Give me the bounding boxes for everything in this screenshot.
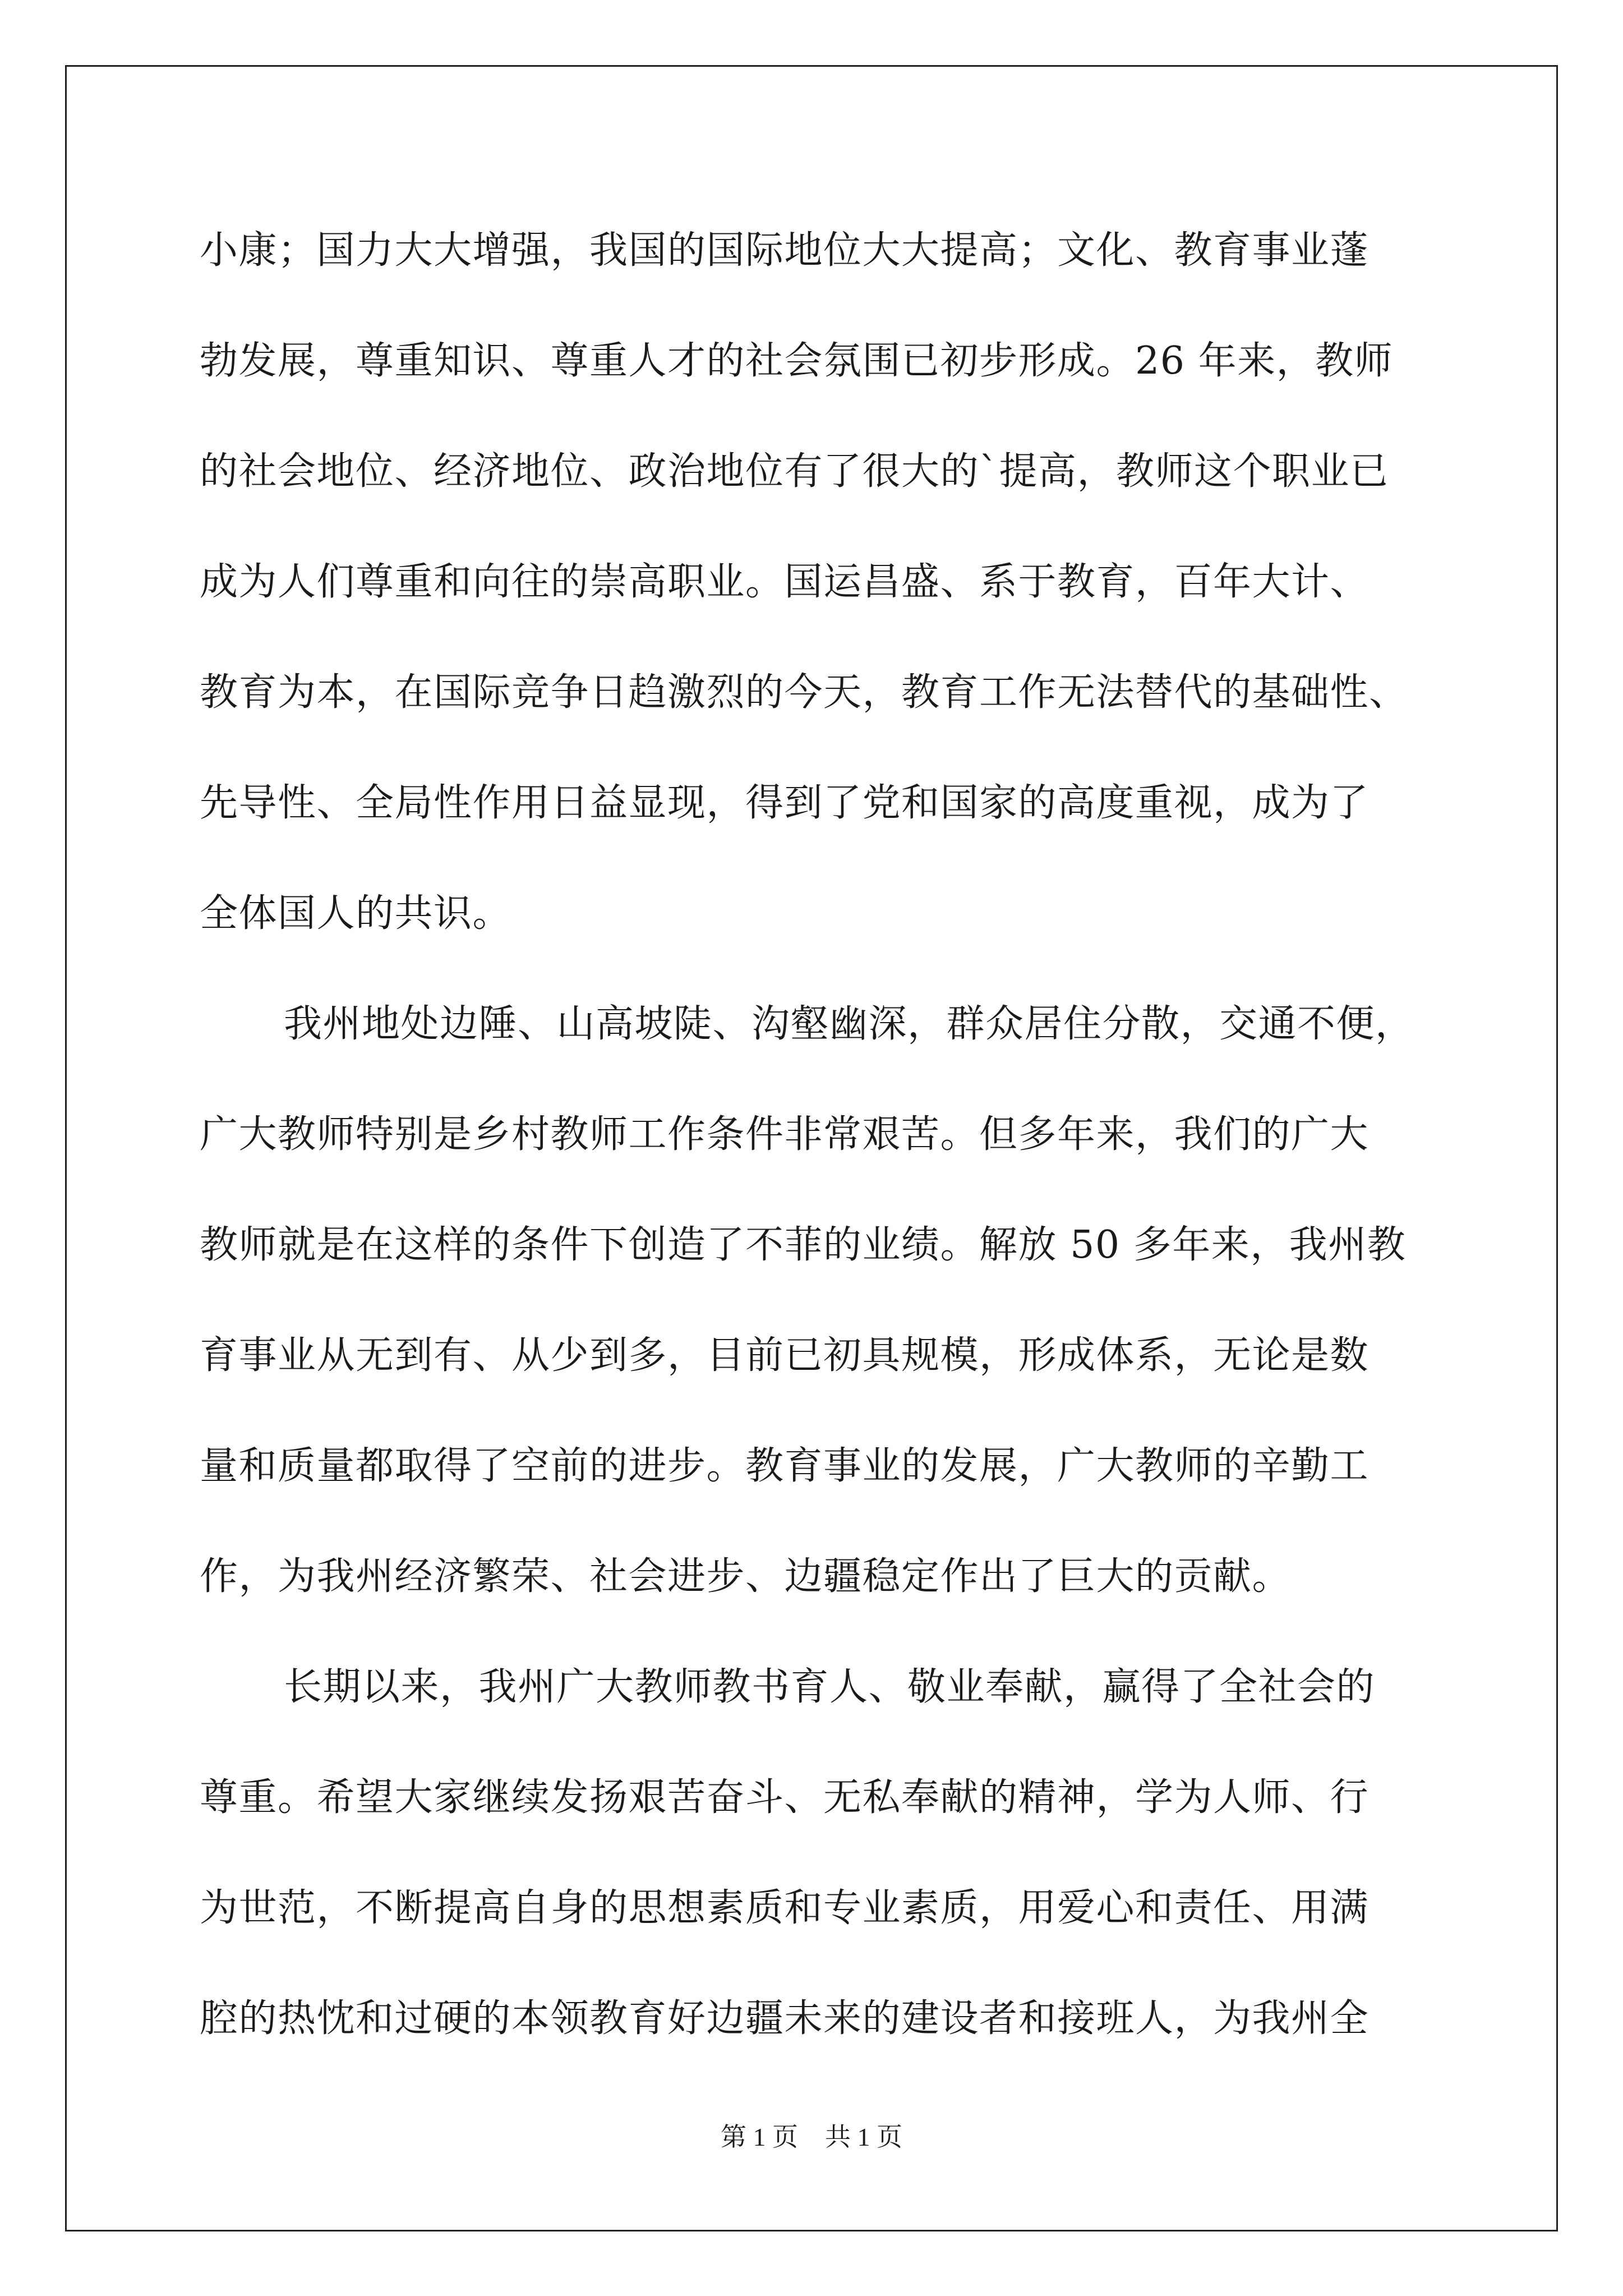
- text-line-14-paragraph-start: 长期以来，我州广大教师教书育人、敬业奉献，赢得了全社会的: [284, 1665, 1376, 1709]
- text-line-17: 腔的热忱和过硬的本领教育好边疆未来的建设者和接班人，为我州全: [200, 1996, 1370, 2041]
- text-line-6: 先导性、全局性作用日益显现，得到了党和国家的高度重视，成为了: [200, 781, 1370, 825]
- page-total: 共 1 页: [825, 2123, 902, 2151]
- text-line-9: 广大教师特别是乡村教师工作条件非常艰苦。但多年来，我们的广大: [200, 1112, 1370, 1157]
- text-line-8-paragraph-start: 我州地处边陲、山高坡陡、沟壑幽深，群众居住分散，交通不便，: [284, 1002, 1414, 1046]
- page-footer: [0, 2120, 1623, 2154]
- document-body: [200, 219, 1450, 2098]
- text-line-2: 勃发展，尊重知识、尊重人才的社会氛围已初步形成。26 年来，教师: [200, 339, 1394, 383]
- text-line-15: 尊重。希望大家继续发扬艰苦奋斗、无私奉献的精神，学为人师、行: [200, 1775, 1370, 1820]
- text-line-5: 教育为本，在国际竞争日趋激烈的今天，教育工作无法替代的基础性、: [200, 670, 1408, 715]
- text-line-10: 教师就是在这样的条件下创造了不菲的业绩。解放 50 多年来，我州教: [200, 1223, 1407, 1267]
- text-line-12: 量和质量都取得了空前的进步。教育事业的发展，广大教师的辛勤工: [200, 1444, 1370, 1488]
- page-number: 第 1 页: [721, 2123, 798, 2151]
- text-line-7: 全体国人的共识。: [200, 891, 512, 936]
- text-line-13: 作，为我州经济繁荣、社会进步、边疆稳定作出了巨大的贡献。: [200, 1554, 1292, 1599]
- text-line-11: 育事业从无到有、从少到多，目前已初具规模，形成体系，无论是数: [200, 1333, 1370, 1378]
- text-line-4: 成为人们尊重和向往的崇高职业。国运昌盛、系于教育，百年大计、: [200, 560, 1370, 604]
- text-line-1: 小康；国力大大增强，我国的国际地位大大提高；文化、教育事业蓬: [200, 228, 1370, 273]
- text-line-3: 的社会地位、经济地位、政治地位有了很大的`提高，教师这个职业已: [200, 449, 1389, 494]
- text-line-16: 为世范，不断提高自身的思想素质和专业素质，用爱心和责任、用满: [200, 1886, 1370, 1930]
